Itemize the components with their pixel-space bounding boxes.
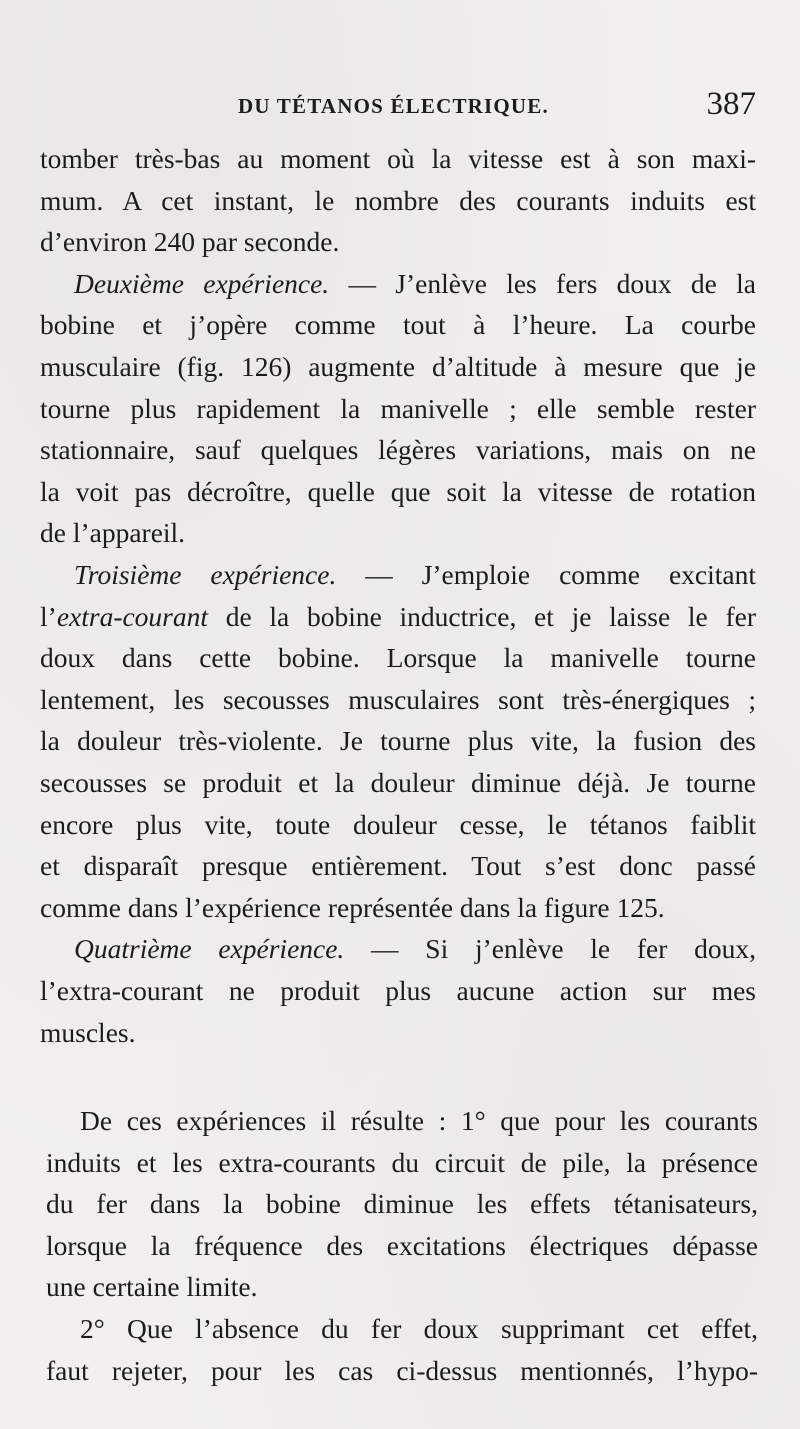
text-line: faut rejeter, pour les cas ci-dessus mentionnés, l’hypo- <box>46 1354 758 1386</box>
text-line: l’extra-courant de la bobine inductrice, et je laisse le fer <box>40 600 756 632</box>
text-line: De ces expériences il résulte : 1° que pour les courants <box>80 1105 758 1136</box>
paragraph-6 <box>46 1308 758 1391</box>
text-line: Quatrième expérience. — Si j’enlève le fer doux, <box>74 933 756 965</box>
paragraph-1 <box>40 138 756 263</box>
text-line: de l’appareil. <box>40 517 186 549</box>
experiment-heading: Deuxième expérience. <box>74 267 330 299</box>
italic-term: extra-courant <box>56 600 209 632</box>
text-line: lentement, les secousses musculaires sont très-énergiques ; <box>40 683 756 715</box>
text-line: l’extra-courant ne produit plus aucune action sur mes <box>40 974 756 1006</box>
text-line: du fer dans la bobine diminue les effets tétanisateurs, <box>46 1188 758 1220</box>
text-line: encore plus vite, toute douleur cesse, le tétanos faiblit <box>40 808 756 840</box>
text-line: comme dans l’expérience représentée dans la figure 125. <box>40 891 665 923</box>
text-line: Troisième expérience. — J’emploie comme excitant <box>74 559 756 590</box>
text-line: la voit pas décroître, quelle que soit la vitesse de rotation <box>40 475 756 507</box>
text-line: doux dans cette bobine. Lorsque la manivelle tourne <box>40 642 756 674</box>
running-head: DU TÉTANOS ÉLECTRIQUE. <box>238 94 549 118</box>
paragraph-3 <box>40 554 756 928</box>
experiment-heading: Quatrième expérience. <box>74 933 345 965</box>
text-line: une certaine limite. <box>46 1271 258 1303</box>
text-line: lorsque la fréquence des excitations électriques dépasse <box>46 1229 758 1261</box>
text-line: bobine et j’opère comme tout à l’heure. La courbe <box>40 309 756 341</box>
text-line: muscles. <box>40 1016 136 1048</box>
paragraph-2 <box>40 263 756 554</box>
page-header <box>238 88 756 128</box>
paragraph-4 <box>40 928 756 1053</box>
text-line: mum. A cet instant, le nombre des courants induits est <box>40 184 756 216</box>
text-line: induits et les extra-courants du circuit de pile, la présence <box>46 1146 758 1178</box>
text-line: stationnaire, sauf quelques légères variations, mais on ne <box>40 434 756 466</box>
text-line: la douleur très-violente. Je tourne plus vite, la fusion des <box>40 725 756 757</box>
paragraph-5 <box>46 1100 758 1308</box>
text-line: musculaire (fig. 126) augmente d’altitude à mesure que je <box>40 350 756 382</box>
text-line: 2° Que l’absence du fer doux supprimant cet effet, <box>80 1313 758 1344</box>
text-line: secousses se produit et la douleur diminue déjà. Je tourne <box>40 766 756 798</box>
text-line: Deuxième expérience. — J’enlève les fers doux de la <box>74 267 756 299</box>
text-line: et disparaît presque entièrement. Tout s’est donc passé <box>40 850 756 882</box>
text-line: d’environ 240 par seconde. <box>40 226 340 258</box>
page-number: 387 <box>706 86 756 122</box>
text-line: tourne plus rapidement la manivelle ; elle semble rester <box>40 392 756 424</box>
experiment-heading: Troisième expérience. <box>74 559 337 590</box>
text-line: tomber très-bas au moment où la vitesse est à son maxi- <box>40 143 756 174</box>
